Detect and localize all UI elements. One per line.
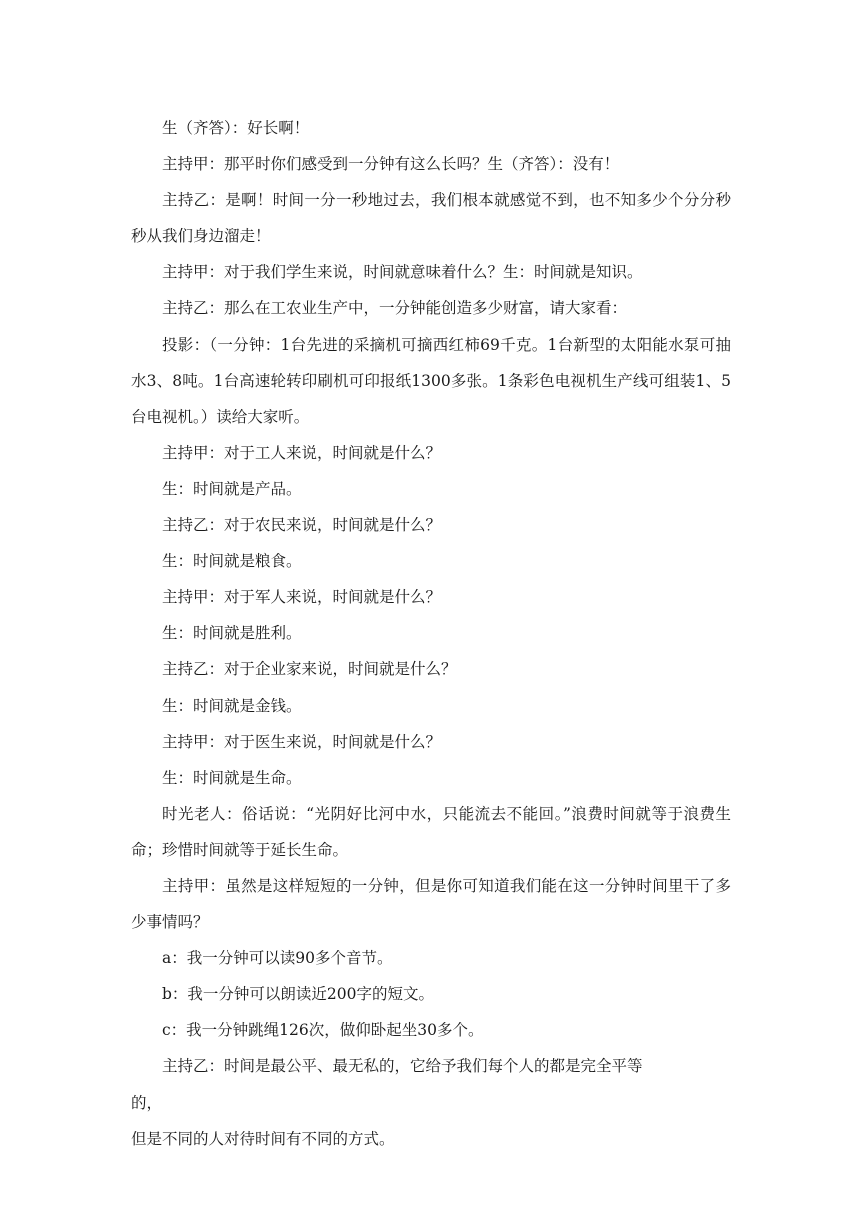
paragraph: 主持甲：对于工人来说，时间就是什么？ (162, 443, 442, 462)
paragraph: 主持甲：那平时你们感受到一分钟有这么长吗？生（齐答）：没有！ (162, 155, 620, 174)
paragraph: 主持乙：时间是最公平、最无私的，它给予我们每个人的都是完全平等 (162, 1057, 643, 1076)
paragraph: 主持乙：是啊！时间一分一秒地过去，我们根本就感觉不到，也不知多少个分分秒秒从我们身边溜走！ (131, 191, 731, 246)
paragraph: 主持甲：对于我们学生来说，时间就意味着什么？生：时间就是知识。 (162, 263, 643, 282)
paragraph: 主持甲：对于医生来说，时间就是什么？ (162, 732, 442, 751)
paragraph: 主持乙：那么在工农业生产中，一分钟能创造多少财富，请大家看： (162, 299, 628, 318)
paragraph: 生：时间就是产品。 (162, 479, 302, 498)
paragraph: 生：时间就是生命。 (162, 768, 302, 787)
paragraph: 但是不同的人对待时间有不同的方式。 (131, 1129, 395, 1148)
paragraph: c：我一分钟跳绳126次，做仰卧起坐30多个。 (162, 1021, 484, 1040)
paragraph: 生：时间就是粮食。 (162, 552, 302, 571)
paragraph: 投影：（一分钟：1台先进的采摘机可摘西红柿69千克。1台新型的太阳能水泵可抽水3、8吨。1台高速轮转印刷机可印报纸1300多张。1条彩色电视机生产线可组装1、5台电视机。）读给大家听。 (131, 335, 731, 426)
paragraph: 时光老人：俗话说：“光阴好比河中水，只能流去不能回。”浪费时间就等于浪费生命；珍惜时间就等于延长生命。 (131, 804, 731, 859)
paragraph: 生：时间就是胜利。 (162, 624, 302, 643)
paragraph: 主持乙：对于农民来说，时间就是什么？ (162, 516, 442, 535)
paragraph: 的， (131, 1093, 163, 1112)
paragraph: 生：时间就是金钱。 (162, 696, 302, 715)
paragraph: 主持乙：对于企业家来说，时间就是什么？ (162, 660, 457, 679)
paragraph: b：我一分钟可以朗读近200字的短文。 (162, 985, 435, 1004)
paragraph: 主持甲：虽然是这样短短的一分钟，但是你可知道我们能在这一分钟时间里干了多少事情吗？ (131, 876, 731, 932)
paragraph: 生（齐答）：好长啊！ (162, 119, 310, 137)
paragraph: a：我一分钟可以读90多个音节。 (162, 949, 393, 968)
document-body (131, 110, 731, 1157)
paragraph: 主持甲：对于军人来说，时间就是什么？ (162, 588, 442, 607)
